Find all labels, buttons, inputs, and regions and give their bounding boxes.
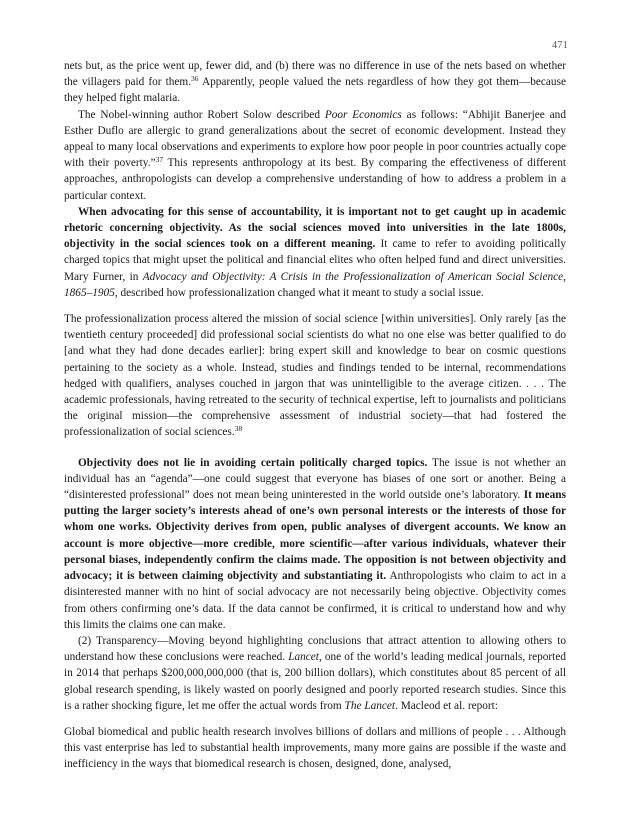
bold-text: Objectivity does not lie in avoiding certain politically charged topics.: [78, 456, 428, 469]
text-run: The professionalization process altered the mission of social science [within universities]. Only rarely [as the twentieth century proceeded] did professional social scientists do what no one else was better qualified to do [and what they had done decades earlier]: bring expert skill and knowledge to bear on cosmic questions pertaining to the society as a whole. Instead, studies and findings tended to be internal, recommendations hedged with qualifiers, analyses couched in jargon that was unintelligible to the average citizen. . . . The academic professionals, having retreated to the security of technical expertise, left to journalists and politicians the original mission—the comprehensive assessment of industrial society—that had fostered the professionalization of social sciences.: [64, 313, 566, 439]
text-run: (2) Transparency—Moving beyond highlighting conclusions that attract attention to allowing others to understand how these conclusions were reached.: [64, 634, 566, 664]
text-run: Global biomedical and public health research involves billions of dollars and millions of people . . . Although this vast enterprise has led to substantial health improvements, many more gains are possible if the waste and inefficiency in the ways that biomedical research is chosen, designed, done, analysed,: [64, 725, 566, 771]
text-run: , one of the world’s leading medical journals, reported in 2014 that perhaps $200,000,000,000 (that is, 200 billion dollars), which constitutes about 85 percent of all global research spending, is likely wasted on poorly designed and poorly reported research studies. Since this is a rather shocking figure, let me offer the actual words from: [64, 651, 566, 712]
block-quote: [64, 724, 566, 773]
text-run: Anthropologists who claim to act in a disinterested manner with no hint of social advocacy are not necessarily being objective. Objectivity comes from others confirming one’s data. If the data cannot be confirmed, it is critical to understand how and why this limits the claims one can make.: [64, 570, 566, 631]
italic-text: Lancet: [288, 651, 319, 664]
text-run: nets but, as the price went up, fewer did, and (b) there was no difference in use of the nets based on whether the villagers paid for them.: [64, 60, 566, 89]
footnote-ref: 36: [191, 74, 199, 84]
text-run: It came to refer to avoiding politically charged topics that might upset the political and financial elites who often helped fund and direct universities. Mary Furner, in: [64, 238, 566, 283]
text-run: , described how professionalization changed what it meant to study a social issue.: [114, 286, 484, 299]
paragraph: [64, 58, 566, 107]
footnote-ref: 38: [234, 424, 243, 434]
bold-text: When advocating for this sense of accountability, it is important not to get caught up in academic rhetoric concerning objectivity. As the social sciences moved into universities in the late 1800s, objectivity in the social sciences took on a different meaning.: [64, 205, 566, 251]
bold-text: It means putting the larger society’s interests ahead of one’s own personal interests or the interests of those for whom one works. Objectivity derives from open, public analyses of divergent accounts. We know an account is more objective—more credible, more scientific—after various individuals, whatever their personal biases, independently confirm the claims made. The opposition is not between objectivity and advocacy; it is between claiming objectivity and substantiating it.: [64, 489, 566, 583]
italic-text: Advocacy and Objectivity: A Crisis in the Professionalization of American Social Science, 1865–1905: [64, 270, 567, 299]
text-run: . Macleod et al. report:: [395, 699, 498, 712]
text-run: Apparently, people valued the nets regardless of how they got them—because they helped fight malaria.: [64, 76, 566, 105]
block-quote: [64, 311, 566, 441]
italic-text: Poor Economics: [324, 108, 402, 121]
text-run: The issue is not whether an individual has an “agenda”—one could suggest that everyone has biases of one sort or another. Being a “disinterested professional” does not mean being uninterested in the world outside one’s laboratory.: [64, 456, 566, 502]
page-number: 471: [552, 40, 568, 51]
text-run: as follows: “Abhijit Banerjee and Esther Duflo are allergic to grand generalizations about the secret of economic development. Instead they appeal to many local observations and experiments to explore how poor people in poor countries actually cope with their poverty.”: [64, 108, 566, 170]
paragraph: [64, 204, 566, 301]
italic-text: The Lancet: [344, 699, 396, 712]
text-run: This represents anthropology at its best. By comparing the effectiveness of different approaches, anthropologists can develop a comprehensive understanding of how to address a problem in a particular context.: [64, 157, 566, 202]
footnote-ref: 37: [155, 155, 164, 165]
paragraph: [64, 455, 566, 633]
body-text: [64, 58, 566, 773]
paragraph: [64, 633, 566, 714]
text-run: The Nobel-winning author Robert Solow described: [78, 108, 325, 121]
paragraph: [64, 107, 566, 204]
